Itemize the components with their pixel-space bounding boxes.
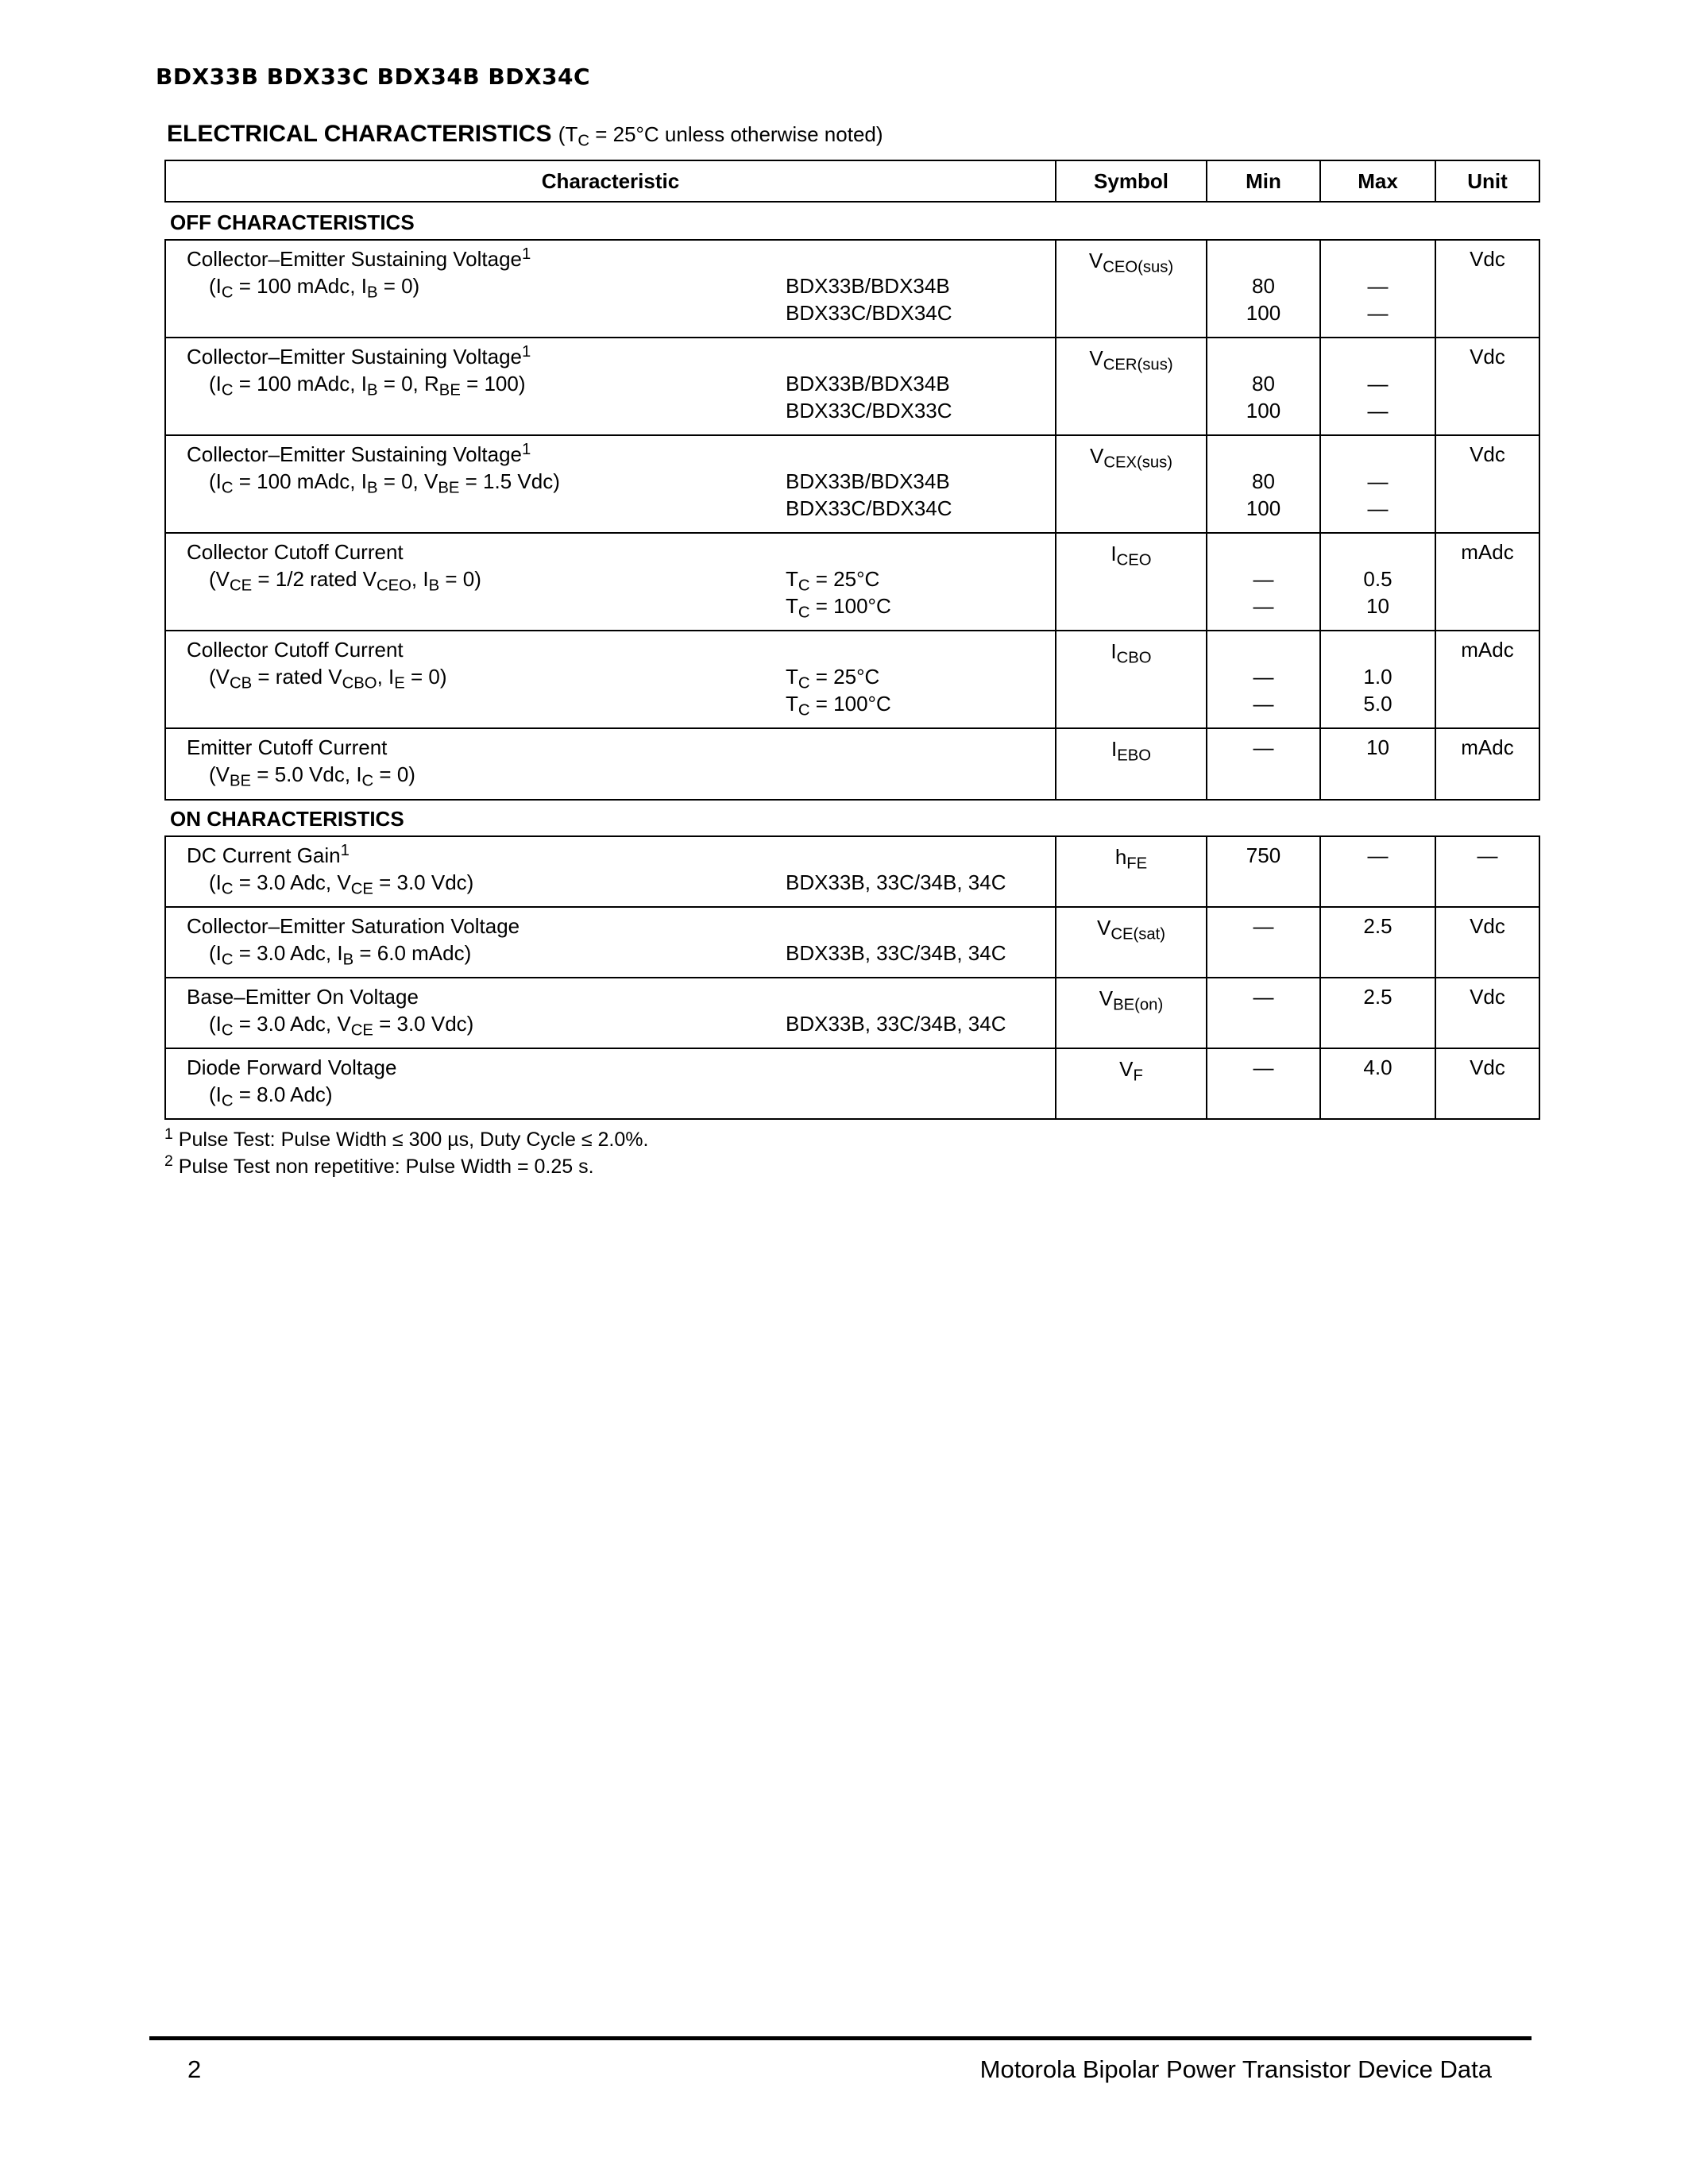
page-header-part-numbers: BDX33B BDX33C BDX34B BDX34C xyxy=(156,64,591,90)
max-cell: 4.0 xyxy=(1320,1048,1435,1119)
max-cell: 0.5 10 xyxy=(1320,533,1435,631)
section-title-note: ($T_C = 25^\circ C$ unless otherwise noted) xyxy=(558,122,883,150)
symbol-cell: $I_{EBO}$ xyxy=(1056,728,1207,800)
table-row xyxy=(165,338,1539,435)
min-cell: — — xyxy=(1207,631,1320,728)
max-cell: — — xyxy=(1320,435,1435,533)
unit-cell: Vdc xyxy=(1435,338,1539,435)
max-cell: 2.5 xyxy=(1320,978,1435,1048)
characteristic-cell: Collector–Emitter Sustaining Voltage$^1$ ($I_C = 100$ mAdc, $I_B = 0$, $V_{BE} = 1.5$ Vdc) BDX33B/BDX34B BDX33C/BDX34C xyxy=(165,435,1056,533)
unit-cell: mAdc xyxy=(1435,631,1539,728)
characteristic-cell: Base–Emitter On Voltage ($I_C = 3.0$ Adc, $V_{CE} = 3.0$ Vdc) BDX33B, 33C/34B, 34C xyxy=(165,978,1056,1048)
symbol-cell: $V_F$ xyxy=(1056,1048,1207,1119)
section-title xyxy=(167,121,883,148)
table-row xyxy=(165,240,1539,338)
unit-cell: Vdc xyxy=(1435,907,1539,978)
unit-cell: Vdc xyxy=(1435,240,1539,338)
characteristic-cell: Collector Cutoff Current ($V_{CE} = 1/2$ rated $V_{CEO}$, $I_B = 0$) $T_C = 25^\circ C$ $T_C = 100^\circ C$ xyxy=(165,533,1056,631)
table-row xyxy=(165,435,1539,533)
min-cell: — xyxy=(1207,728,1320,800)
column-header-min: Min xyxy=(1207,160,1320,202)
min-cell: — — xyxy=(1207,533,1320,631)
page-number: 2 xyxy=(187,2055,202,2083)
footer-rule xyxy=(149,2036,1532,2040)
characteristic-cell: Collector Cutoff Current ($V_{CB}$ = rated $V_{CBO}$, $I_E = 0$) $T_C = 25^\circ C$ $T_C = 100^\circ C$ xyxy=(165,631,1056,728)
column-header-table xyxy=(164,160,1540,203)
min-cell: — xyxy=(1207,978,1320,1048)
column-header-max: Max xyxy=(1320,160,1435,202)
characteristic-cell: Collector–Emitter Sustaining Voltage$^1$ ($I_C = 100$ mAdc, $I_B = 0$, $R_{BE} = 100$) BDX33B/BDX34B BDX33C/BDX33C xyxy=(165,338,1056,435)
symbol-cell: $I_{CEO}$ xyxy=(1056,533,1207,631)
table-row xyxy=(165,728,1539,800)
table-row xyxy=(165,836,1539,907)
off-characteristics-label: OFF CHARACTERISTICS xyxy=(170,210,415,234)
min-cell: 80 100 xyxy=(1207,435,1320,533)
symbol-cell: $V_{BE(on)}$ xyxy=(1056,978,1207,1048)
symbol-cell: $V_{CER(sus)}$ xyxy=(1056,338,1207,435)
max-cell: 1.0 5.0 xyxy=(1320,631,1435,728)
footnote-1: $^1$ Pulse Test: Pulse Width ≤ 300 µs, Duty Cycle ≤ 2.0%. xyxy=(164,1125,649,1151)
section-title-text: ELECTRICAL CHARACTERISTICS xyxy=(167,121,552,147)
unit-cell: — xyxy=(1435,836,1539,907)
column-header-unit: Unit xyxy=(1435,160,1539,202)
characteristic-cell: Collector–Emitter Sustaining Voltage$^1$ ($I_C = 100$ mAdc, $I_B = 0$) BDX33B/BDX34B BDX33C/BDX34C xyxy=(165,240,1056,338)
footnotes xyxy=(164,1126,648,1180)
unit-cell: Vdc xyxy=(1435,978,1539,1048)
max-cell: — — xyxy=(1320,240,1435,338)
unit-cell: Vdc xyxy=(1435,435,1539,533)
table-row xyxy=(165,631,1539,728)
min-cell: 750 xyxy=(1207,836,1320,907)
max-cell: 2.5 xyxy=(1320,907,1435,978)
on-characteristics-label: ON CHARACTERISTICS xyxy=(170,807,404,831)
on-characteristics-table xyxy=(164,835,1540,1120)
characteristic-cell: Collector–Emitter Saturation Voltage ($I_C = 3.0$ Adc, $I_B = 6.0$ mAdc) BDX33B, 33C/34B, 34C xyxy=(165,907,1056,978)
min-cell: — xyxy=(1207,907,1320,978)
table-row xyxy=(165,907,1539,978)
max-cell: 10 xyxy=(1320,728,1435,800)
characteristic-cell: Diode Forward Voltage ($I_C = 8.0$ Adc) xyxy=(165,1048,1056,1119)
footer-title: Motorola Bipolar Power Transistor Device Data xyxy=(979,2055,1492,2083)
min-cell: — xyxy=(1207,1048,1320,1119)
unit-cell: Vdc xyxy=(1435,1048,1539,1119)
column-header-row xyxy=(165,160,1539,202)
characteristic-cell: Emitter Cutoff Current ($V_{BE} = 5.0$ Vdc, $I_C = 0$) xyxy=(165,728,1056,800)
footnote-2: $^2$ Pulse Test non repetitive: Pulse Width = 0.25 s. xyxy=(164,1152,594,1178)
symbol-cell: $V_{CE(sat)}$ xyxy=(1056,907,1207,978)
column-header-characteristic: Characteristic xyxy=(165,160,1056,202)
table-row xyxy=(165,1048,1539,1119)
max-cell: — — xyxy=(1320,338,1435,435)
min-cell: 80 100 xyxy=(1207,240,1320,338)
symbol-cell: $h_{FE}$ xyxy=(1056,836,1207,907)
table-row xyxy=(165,533,1539,631)
column-header-symbol: Symbol xyxy=(1056,160,1207,202)
unit-cell: mAdc xyxy=(1435,728,1539,800)
symbol-cell: $V_{CEO(sus)}$ xyxy=(1056,240,1207,338)
characteristic-cell: DC Current Gain$^1$ ($I_C = 3.0$ Adc, $V_{CE} = 3.0$ Vdc) BDX33B, 33C/34B, 34C xyxy=(165,836,1056,907)
table-row xyxy=(165,978,1539,1048)
max-cell: — xyxy=(1320,836,1435,907)
unit-cell: mAdc xyxy=(1435,533,1539,631)
symbol-cell: $V_{CEX(sus)}$ xyxy=(1056,435,1207,533)
symbol-cell: $I_{CBO}$ xyxy=(1056,631,1207,728)
min-cell: 80 100 xyxy=(1207,338,1320,435)
off-characteristics-table xyxy=(164,239,1540,801)
